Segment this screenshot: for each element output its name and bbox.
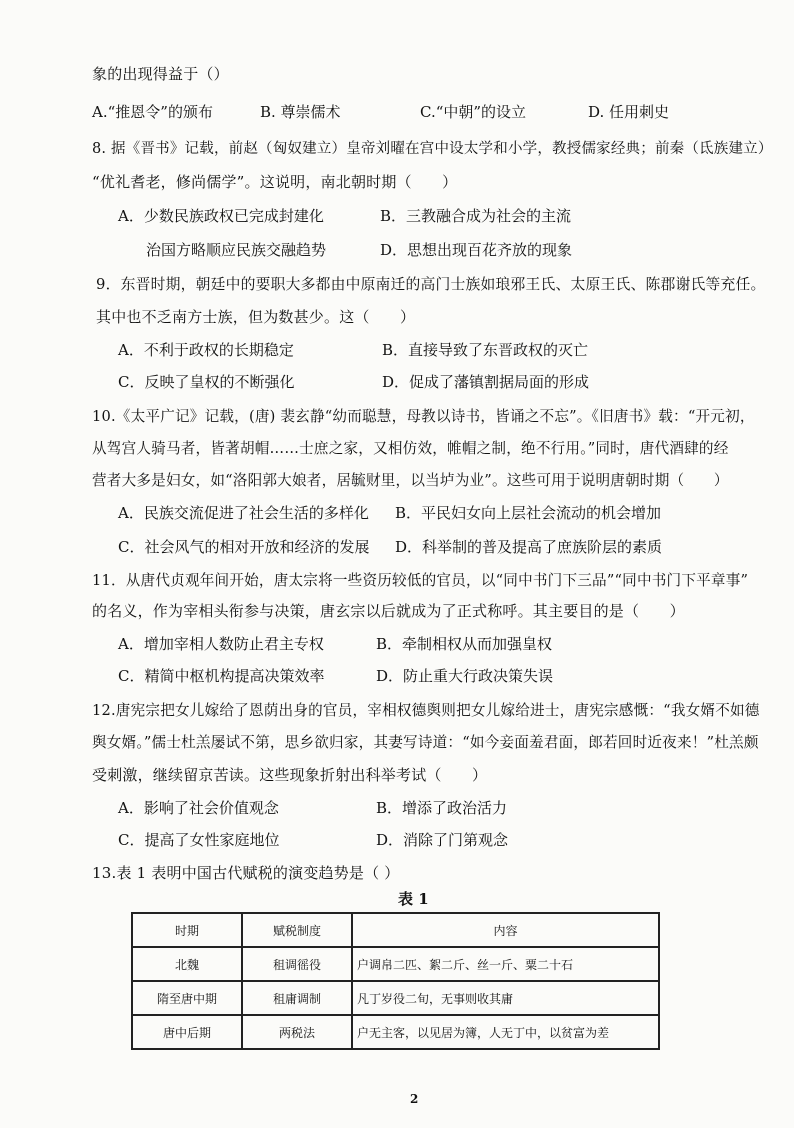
q13-stem: 13.表 1 表明中国古代赋税的演变趋势是（ ） xyxy=(92,864,400,882)
table-cell: 户无主客，以见居为簿，人无丁中，以贫富为差 xyxy=(352,1015,659,1049)
q9-option-b: B．直接导致了东晋政权的灭亡 xyxy=(382,341,589,359)
table-row xyxy=(132,1015,659,1049)
page-number: 2 xyxy=(410,1092,419,1106)
q8-stem-line: 8. 据《晋书》记载，前赵（匈奴建立）皇帝刘曜在宫中设太学和小学，教授儒家经典；前秦（氐族建立） xyxy=(92,141,773,157)
q7-option-a: A.“推恩令”的颁布 xyxy=(92,103,213,121)
q10-stem-line: 营者大多是妇女，如“洛阳郭大娘者，居毓财里，以当垆为业”。这些可用于说明唐朝时期（ ） xyxy=(92,472,729,489)
q10-option-a: A．民族交流促进了社会生活的多样化 xyxy=(118,504,369,522)
q12-stem-line: 受刺激，继续留京苦读。这些现象折射出科举考试（ ） xyxy=(92,766,488,784)
table-row xyxy=(132,947,659,981)
q7-option-c: C.“中朝”的设立 xyxy=(420,103,527,121)
table-cell: 租调徭役 xyxy=(242,947,352,981)
q9-option-d: D．促成了藩镇割据局面的形成 xyxy=(382,373,590,391)
table-header-cell: 内容 xyxy=(352,913,659,947)
q8-option-d: D．思想出现百花齐放的现象 xyxy=(380,241,573,259)
q8-option-b: B．三教融合成为社会的主流 xyxy=(380,207,572,225)
table-header-cell: 时期 xyxy=(132,913,242,947)
table-cell: 租庸调制 xyxy=(242,981,352,1015)
q8-option-a: A．少数民族政权已完成封建化 xyxy=(118,207,324,225)
q7-option-b: B. 尊崇儒术 xyxy=(260,103,341,121)
table-cell: 唐中后期 xyxy=(132,1015,242,1049)
table-cell: 两税法 xyxy=(242,1015,352,1049)
tax-table xyxy=(131,912,660,1050)
q10-option-d: D．科举制的普及提高了庶族阶层的素质 xyxy=(395,538,663,556)
table-cell: 北魏 xyxy=(132,947,242,981)
q8-option-c: 治国方略顺应民族交融趋势 xyxy=(146,241,327,259)
q9-stem-line: 其中也不乏南方士族，但为数甚少。这（ ） xyxy=(96,308,416,326)
q7-option-d: D. 任用刺史 xyxy=(588,103,670,121)
q10-option-c: C．社会风气的相对开放和经济的发展 xyxy=(118,538,370,556)
table-title: 表 1 xyxy=(398,890,429,908)
q11-stem-line: 的名义，作为宰相头衔参与决策，唐玄宗以后就成为了正式称呼。其主要目的是（ ） xyxy=(92,602,685,620)
q12-stem-line: 舆女婿。”儒士杜羔屡试不第，思乡欲归家，其妻写诗道：“如今妾面羞君面，郎若回时近夜来！”杜羔颇 xyxy=(92,734,759,751)
q11-option-c: C．精简中枢机构提高决策效率 xyxy=(118,667,325,685)
table-cell: 凡丁岁役二旬，无事则收其庸 xyxy=(352,981,659,1015)
q10-stem-line: 从驾宫人骑马者，皆著胡帽……士庶之家，又相仿效，帷帽之制，绝不行用。”同时，唐代酒肆的经 xyxy=(92,440,729,457)
q12-option-c: C．提高了女性家庭地位 xyxy=(118,831,280,849)
q9-option-a: A．不利于政权的长期稳定 xyxy=(118,341,294,359)
q11-option-d: D．防止重大行政决策失误 xyxy=(376,667,554,685)
q11-stem-line: 11．从唐代贞观年间开始，唐太宗将一些资历较低的官员，以“同中书门下三品”“同中书门下平章事” xyxy=(92,572,749,589)
q8-stem-line: “优礼耆老，修尚儒学”。这说明，南北朝时期（ ） xyxy=(92,173,458,191)
q11-option-a: A．增加宰相人数防止君主专权 xyxy=(118,635,324,653)
q10-option-b: B．平民妇女向上层社会流动的机会增加 xyxy=(395,504,662,522)
q12-option-b: B．增添了政治活力 xyxy=(376,799,508,817)
q10-stem-line: 10.《太平广记》记载，(唐) 裴玄静“幼而聪慧，母教以诗书，皆诵之不忘”。《旧唐书》载：“开元初， xyxy=(92,408,755,425)
q12-stem-line: 12.唐宪宗把女儿嫁给了恩荫出身的官员，宰相权德舆则把女儿嫁给进士，唐宪宗感慨：“我女婿不如德 xyxy=(92,702,760,719)
q12-option-d: D．消除了门第观念 xyxy=(376,831,509,849)
table-header-cell: 赋税制度 xyxy=(242,913,352,947)
table-cell: 户调帛二匹、絮二斤、丝一斤、粟二十石 xyxy=(352,947,659,981)
q9-stem-line: 9．东晋时期，朝廷中的要职大多都由中原南迁的高门士族如琅邪王氏、太原王氏、陈郡谢氏等充任。 xyxy=(96,276,766,293)
table-header-row xyxy=(132,913,659,947)
q12-option-a: A．影响了社会价值观念 xyxy=(118,799,279,817)
q9-option-c: C．反映了皇权的不断强化 xyxy=(118,373,295,391)
q7-stem: 象的出现得益于（） xyxy=(92,65,229,83)
q11-option-b: B．牵制相权从而加强皇权 xyxy=(376,635,553,653)
table-row xyxy=(132,981,659,1015)
table-cell: 隋至唐中期 xyxy=(132,981,242,1015)
